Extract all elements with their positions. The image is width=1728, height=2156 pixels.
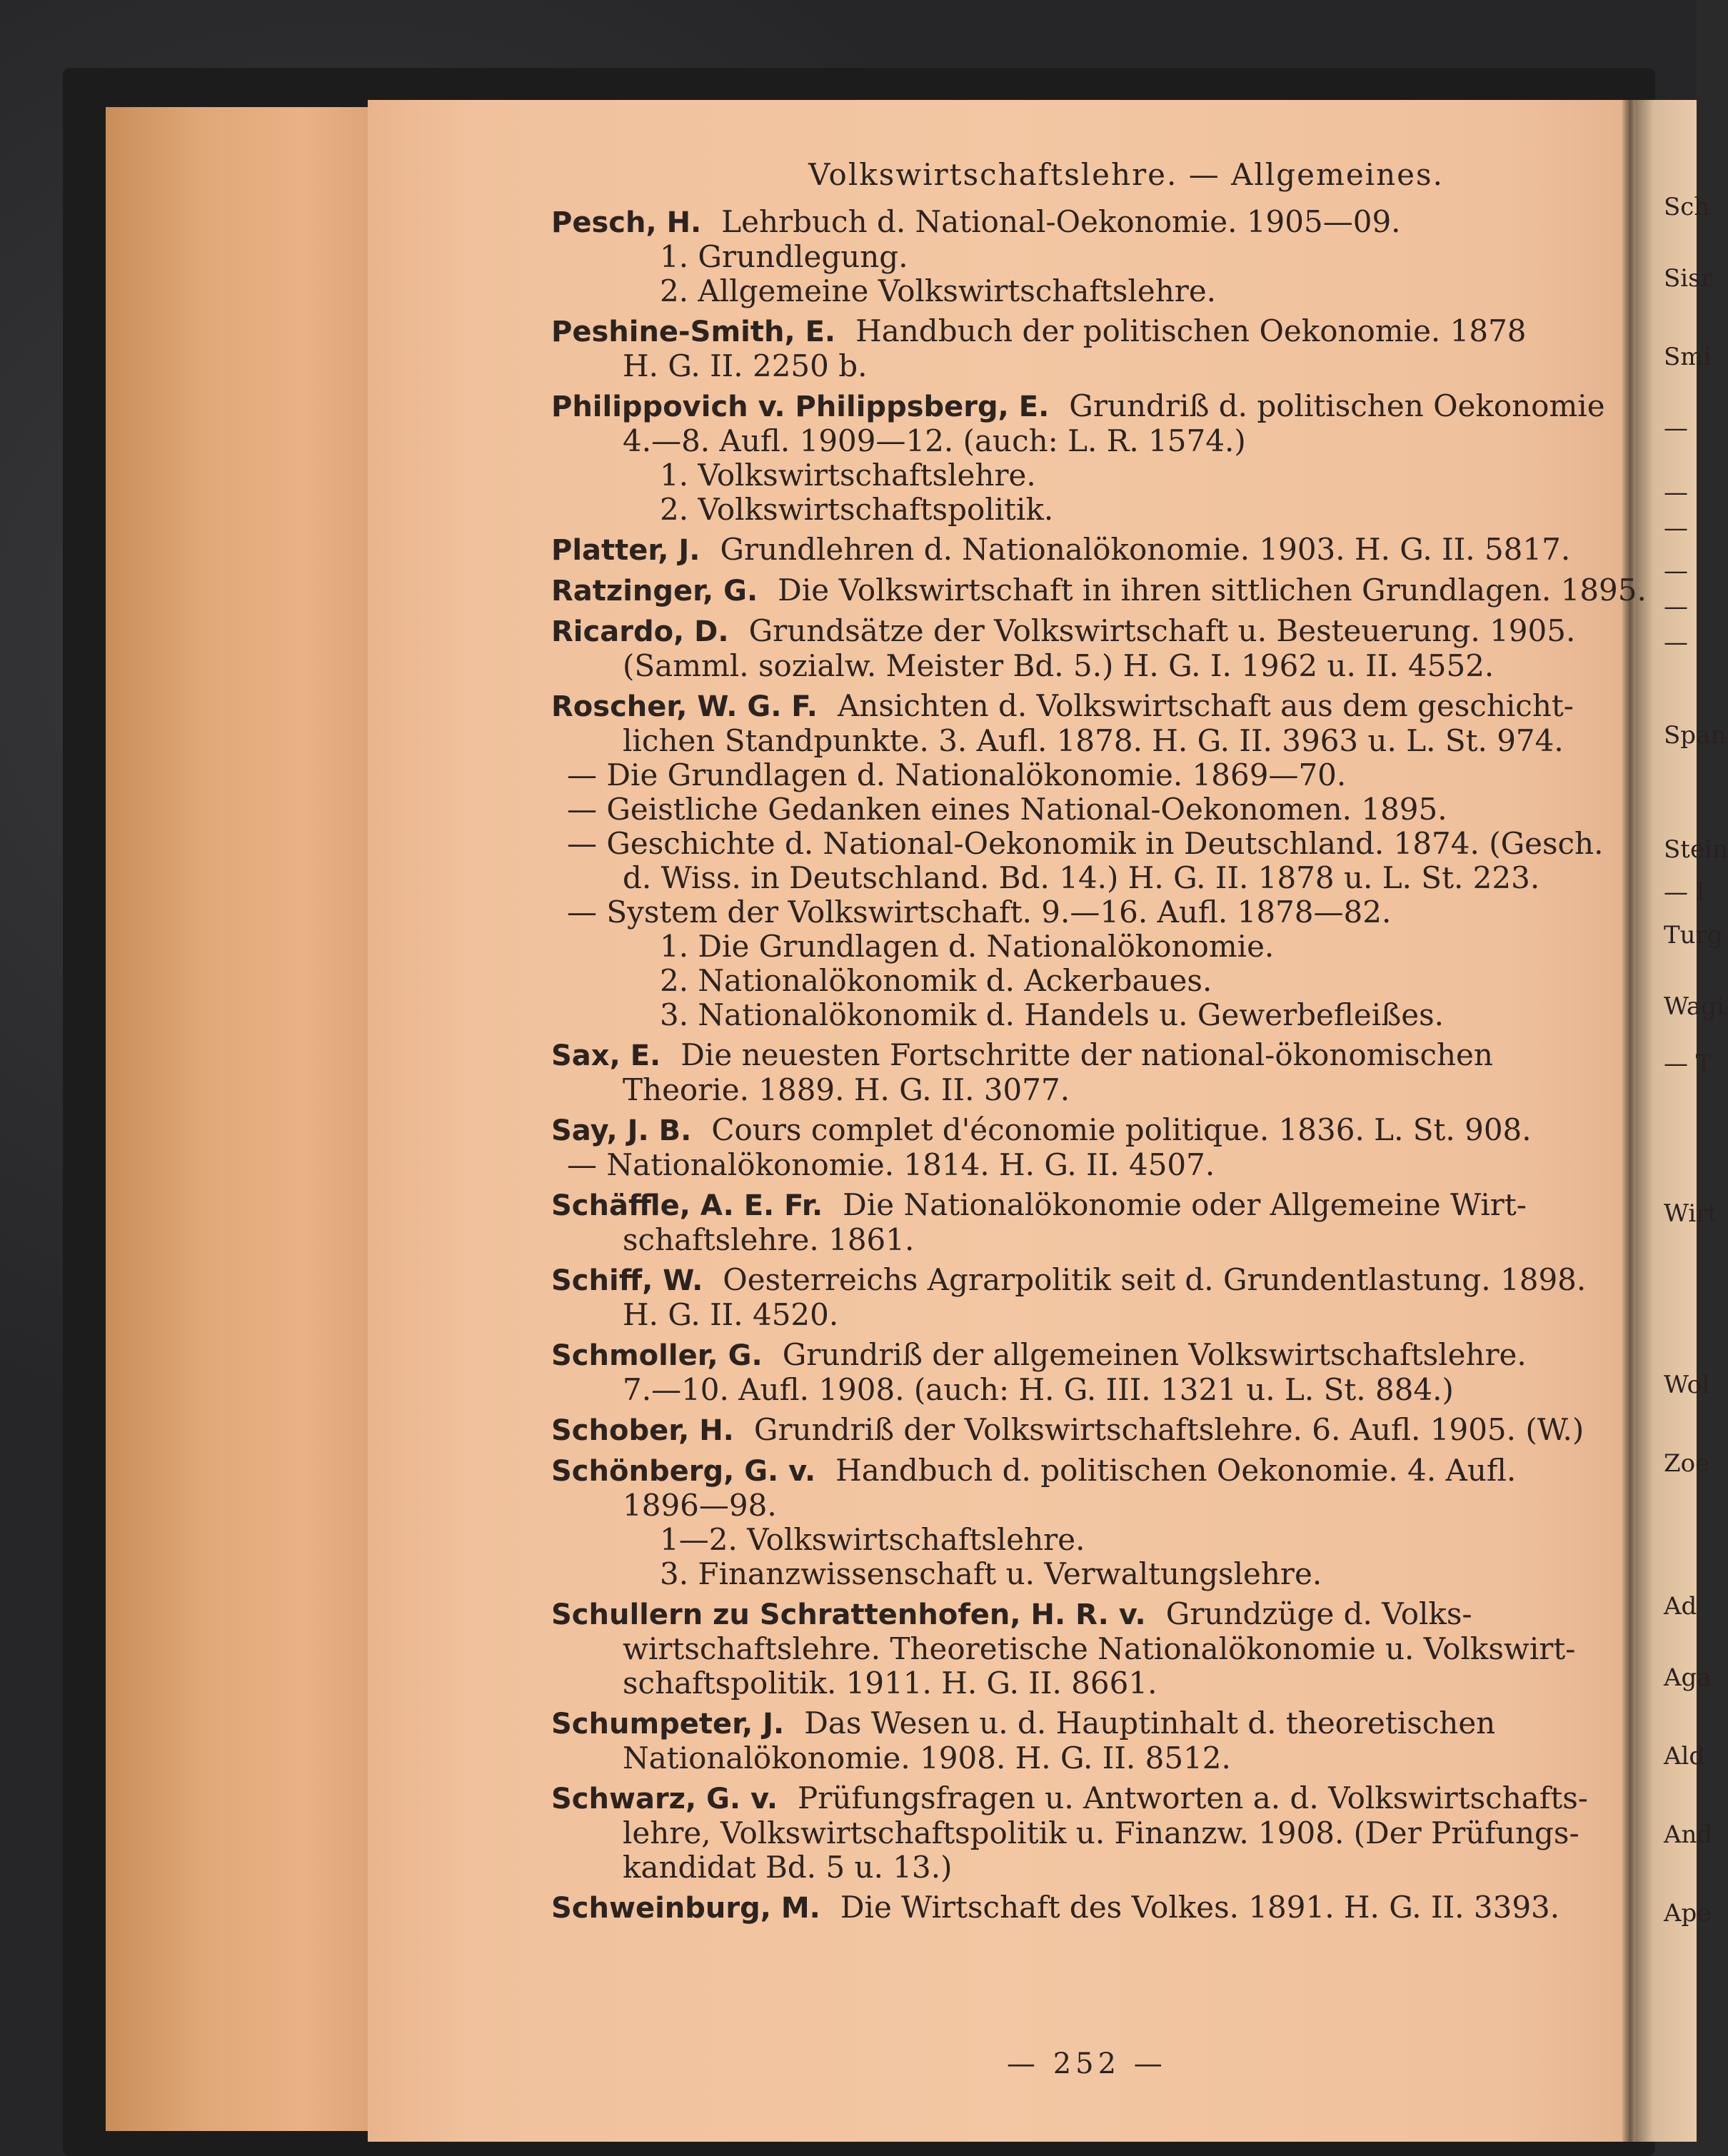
right-page-fragment: Ald (1664, 1742, 1705, 1770)
entry-text: lichen Standpunkte. 3. Aufl. 1878. H. G. II. 3963 u. L. St. 974. (623, 723, 1564, 758)
entry-line (551, 1413, 1637, 1448)
entry-line (551, 1038, 1637, 1073)
entry-line (551, 389, 1637, 424)
entry-line (551, 724, 1637, 758)
bibliography-list (551, 204, 1647, 1925)
entry-line (551, 314, 1637, 349)
entry-line (551, 1781, 1637, 1816)
entry-author: Schumpeter, J. (551, 1708, 785, 1741)
entry-text: d. Wiss. in Deutschland. Bd. 14.) H. G. II. 1878 u. L. St. 223. (623, 860, 1540, 895)
entry-line (551, 758, 1637, 792)
right-page-fragment: Turg (1664, 921, 1723, 949)
entry-title: Lehrbuch d. National-Oekonomie. 1905—09. (721, 204, 1401, 239)
bibliography-entry (551, 389, 1637, 527)
bibliography-entry (551, 1454, 1637, 1591)
bibliography-entry (551, 614, 1637, 683)
entry-author: Schiff, W. (551, 1264, 703, 1297)
right-page-fragment: — (1664, 414, 1688, 443)
running-header: Volkswirtschaftslehre. — Allgemeines. (808, 157, 1444, 192)
bibliography-entry (551, 1338, 1637, 1407)
entry-title: Grundriß der allgemeinen Volkswirtschaftslehre. (782, 1337, 1527, 1372)
entry-title: Die neuesten Fortschritte der national-ökonomischen (680, 1037, 1493, 1072)
entry-line (551, 614, 1637, 649)
entry-line (551, 1557, 1637, 1591)
bibliography-entry (551, 205, 1637, 308)
entry-author: Say, J. B. (551, 1114, 692, 1147)
entry-line (551, 573, 1647, 608)
entry-line (551, 1741, 1637, 1775)
bibliography-entry (551, 1038, 1637, 1107)
entry-text: 4.—8. Aufl. 1909—12. (auch: L. R. 1574.) (623, 423, 1246, 458)
entry-text: 1. Die Grundlagen d. Nationalökonomie. (660, 929, 1275, 964)
entry-text: schaftspolitik. 1911. H. G. II. 8661. (623, 1666, 1157, 1701)
entry-line (551, 1666, 1637, 1701)
bibliography-entry (551, 533, 1637, 568)
entry-author: Platter, J. (551, 534, 700, 567)
entry-author: Pesch, H. (551, 206, 702, 239)
entry-author: Schäffle, A. E. Fr. (551, 1189, 823, 1222)
entry-text: — Geistliche Gedanken eines National-Oekonomen. 1895. (567, 792, 1447, 827)
entry-title: Grundriß d. politischen Oekonomie (1069, 388, 1605, 423)
entry-author: Philippovich v. Philippsberg, E. (551, 391, 1050, 423)
entry-author: Peshine-Smith, E. (551, 316, 836, 348)
entry-line (551, 1263, 1637, 1298)
bibliography-entry (551, 1263, 1637, 1332)
entry-line (551, 1632, 1637, 1666)
entry-text: 3. Finanzwissenschaft u. Verwaltungslehre. (660, 1556, 1322, 1591)
entry-text: 1. Volkswirtschaftslehre. (660, 458, 1036, 493)
entry-line (551, 1148, 1637, 1182)
page-content (551, 157, 1647, 1925)
entry-title: Prüfungsfragen u. Antworten a. d. Volkswirtschafts- (798, 1780, 1588, 1815)
entry-title: Handbuch der politischen Oekonomie. 1878 (855, 313, 1527, 348)
entry-author: Sax, E. (551, 1039, 661, 1072)
entry-text: Nationalökonomie. 1908. H. G. II. 8512. (623, 1741, 1231, 1775)
entry-line (551, 689, 1637, 724)
right-page-fragment: — T (1664, 1049, 1712, 1078)
entry-author: Ratzinger, G. (551, 575, 758, 608)
entry-author: Roscher, W. G. F. (551, 690, 818, 723)
entry-line (551, 1850, 1637, 1885)
entry-line (551, 1188, 1637, 1223)
entry-title: Die Wirtschaft des Volkes. 1891. H. G. II. 3393. (840, 1890, 1560, 1925)
entry-text: (Samml. sozialw. Meister Bd. 5.) H. G. I. 1962 u. II. 4552. (623, 648, 1495, 683)
entry-line (551, 1488, 1637, 1523)
right-page-fragment: Wirt (1664, 1199, 1718, 1228)
bibliography-entry (551, 1597, 1637, 1701)
right-page-fragment: — (1664, 593, 1688, 621)
entry-line (551, 1523, 1637, 1557)
bibliography-entry (551, 689, 1637, 1032)
entry-line (551, 827, 1637, 861)
entry-author: Ricardo, D. (551, 615, 729, 648)
bibliography-entry (551, 1890, 1637, 1925)
bibliography-entry (551, 1413, 1637, 1448)
entry-title: Das Wesen u. d. Hauptinhalt d. theoretischen (804, 1706, 1496, 1741)
entry-text: 3. Nationalökonomik d. Handels u. Gewerbefleißes. (660, 997, 1445, 1032)
right-page-fragment: — I (1664, 878, 1706, 907)
entry-line (551, 274, 1637, 308)
entry-line (551, 458, 1637, 493)
entry-title: Ansichten d. Volkswirtschaft aus dem geschicht- (837, 688, 1574, 723)
entry-line (551, 964, 1637, 998)
right-page-fragment: — (1664, 514, 1688, 543)
entry-line (551, 1373, 1637, 1407)
entry-text: Theorie. 1889. H. G. II. 3077. (623, 1072, 1070, 1107)
right-page-fragment: Sch (1664, 193, 1710, 221)
entry-line (551, 895, 1637, 930)
entry-text: schaftslehre. 1861. (623, 1222, 915, 1257)
entry-line (551, 424, 1637, 458)
right-page-fragment: Zoe (1664, 1449, 1710, 1478)
entry-text: H. G. II. 4520. (623, 1297, 839, 1332)
entry-line (551, 930, 1637, 964)
entry-author: Schönberg, G. v. (551, 1455, 816, 1488)
entry-title: Grundlehren d. Nationalökonomie. 1903. H. G. II. 5817. (720, 532, 1571, 567)
entry-title: Die Volkswirtschaft in ihren sittlichen Grundlagen. 1895. (778, 573, 1647, 608)
entry-line (551, 205, 1637, 240)
right-page-fragment: Ad (1664, 1592, 1697, 1621)
entry-text: 2. Allgemeine Volkswirtschaftslehre. (660, 273, 1217, 308)
entry-line (551, 1454, 1637, 1488)
bibliography-entry (551, 1781, 1637, 1885)
entry-line (551, 1338, 1637, 1373)
entry-author: Schullern zu Schrattenhofen, H. R. v. (551, 1598, 1146, 1631)
entry-title: Grundzüge d. Volks- (1165, 1596, 1472, 1631)
entry-line (551, 649, 1637, 683)
right-page (1635, 100, 1728, 2142)
entry-text: H. G. II. 2250 b. (623, 348, 868, 383)
entry-text: wirtschaftslehre. Theoretische Nationalökonomie u. Volkswirt- (623, 1631, 1576, 1666)
bibliography-entry (551, 1706, 1637, 1775)
right-page-fragment: — (1664, 478, 1688, 507)
entry-line (551, 861, 1637, 895)
entry-line (551, 1113, 1637, 1148)
entry-line (551, 998, 1637, 1032)
entry-line (551, 1816, 1637, 1850)
entry-author: Schober, H. (551, 1414, 734, 1447)
entry-text: lehre, Volkswirtschaftspolitik u. Finanzw. 1908. (Der Prüfungs- (623, 1815, 1579, 1850)
entry-line (551, 1706, 1637, 1741)
entry-line (551, 1223, 1637, 1257)
entry-text: — System der Volkswirtschaft. 9.—16. Aufl. 1878—82. (567, 895, 1392, 930)
right-page-fragment: Wagi (1664, 992, 1724, 1021)
page-block-edge (106, 107, 388, 2131)
entry-title: Die Nationalökonomie oder Allgemeine Wirt- (843, 1187, 1527, 1222)
entry-line (551, 533, 1637, 568)
entry-text: 2. Nationalökonomik d. Ackerbaues. (660, 963, 1212, 998)
entry-line (551, 349, 1637, 383)
bibliography-entry (551, 1188, 1637, 1257)
bibliography-entry (551, 1113, 1637, 1182)
bibliography-entry (551, 573, 1647, 608)
right-page-fragment: Aga (1664, 1663, 1712, 1692)
right-page-fragment: Ape (1664, 1899, 1712, 1928)
right-page-fragment: — (1664, 628, 1688, 657)
entry-line (551, 1890, 1637, 1925)
entry-title: Grundriß der Volkswirtschaftslehre. 6. Aufl. 1905. (W.) (753, 1412, 1584, 1447)
entry-author: Schmoller, G. (551, 1339, 763, 1372)
right-page-fragment: And (1664, 1820, 1713, 1849)
right-page-fragment: Wol (1664, 1371, 1709, 1399)
entry-text: 2. Volkswirtschaftspolitik. (660, 492, 1054, 527)
entry-title: Grundsätze der Volkswirtschaft u. Besteuerung. 1905. (748, 613, 1576, 648)
entry-text: — Geschichte d. National-Oekonomik in Deutschland. 1874. (Gesch. (567, 826, 1604, 861)
entry-line (551, 792, 1637, 827)
entry-line (551, 1073, 1637, 1107)
entry-title: Cours complet d'économie politique. 1836. L. St. 908. (711, 1112, 1532, 1147)
entry-line (551, 1298, 1637, 1332)
entry-text: — Die Grundlagen d. Nationalökonomie. 1869—70. (567, 757, 1347, 792)
entry-title: Oesterreichs Agrarpolitik seit d. Grundentlastung. 1898. (723, 1262, 1587, 1297)
page-number: — 252 — (1007, 2047, 1167, 2080)
entry-text: — Nationalökonomie. 1814. H. G. II. 4507. (567, 1147, 1215, 1182)
right-page-fragment: — (1664, 557, 1688, 585)
right-page-fragment: Sisr (1664, 264, 1712, 293)
entry-text: 7.—10. Aufl. 1908. (auch: H. G. III. 1321 u. L. St. 884.) (623, 1372, 1454, 1407)
entry-author: Schweinburg, M. (551, 1892, 820, 1925)
entry-line (551, 493, 1637, 527)
right-page-fragment: Smi (1664, 343, 1712, 371)
entry-line (551, 1597, 1637, 1632)
entry-text: 1—2. Volkswirtschaftslehre. (660, 1522, 1085, 1557)
right-page-fragment: Span (1664, 721, 1727, 750)
right-page-fragment: Stein (1664, 835, 1728, 864)
bibliography-entry (551, 314, 1637, 383)
entry-line (551, 240, 1637, 274)
entry-text: kandidat Bd. 5 u. 13.) (623, 1850, 953, 1885)
entry-author: Schwarz, G. v. (551, 1783, 778, 1815)
entry-text: 1896—98. (623, 1488, 777, 1523)
entry-text: 1. Grundlegung. (660, 239, 908, 274)
entry-title: Handbuch d. politischen Oekonomie. 4. Aufl. (835, 1453, 1517, 1488)
